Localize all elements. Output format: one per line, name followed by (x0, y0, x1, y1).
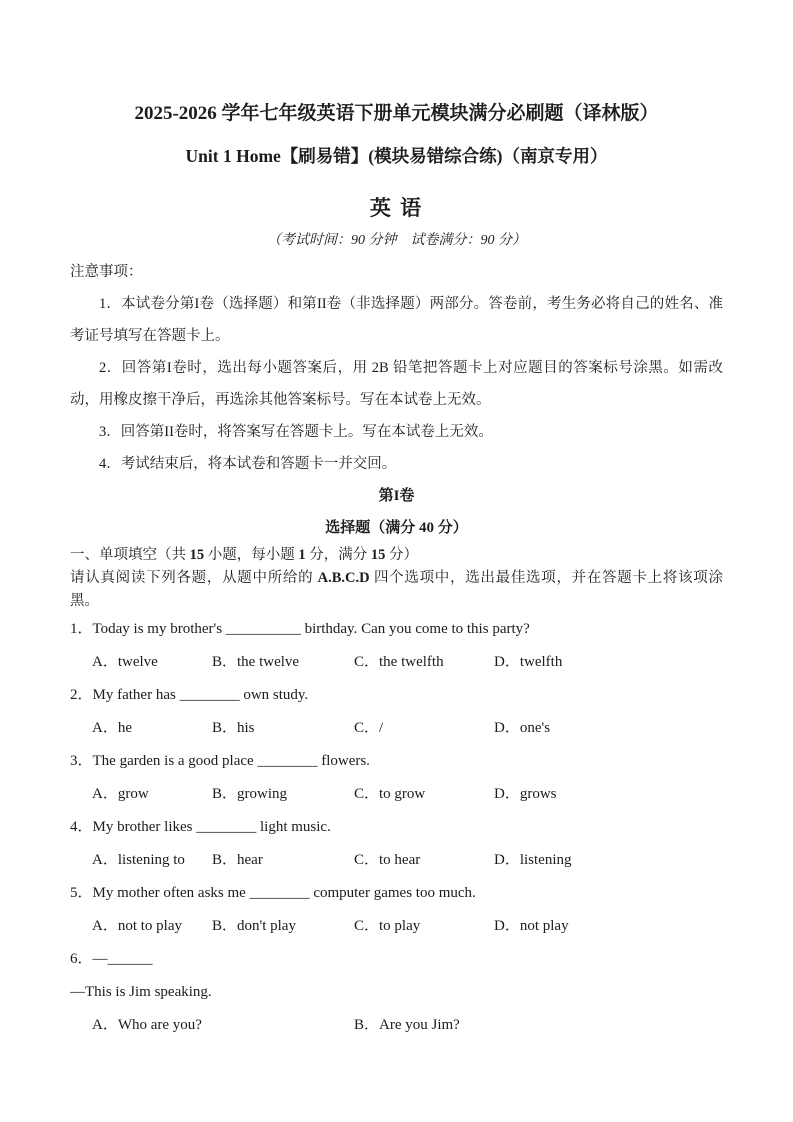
question-6 (70, 943, 723, 1042)
question-2-option-c: C．/ (354, 720, 384, 736)
question-6-text: 6．—______ (70, 951, 153, 967)
question-5-options (70, 910, 723, 943)
question-4-option-b: B．hear (212, 852, 263, 868)
question-3-text: 3．The garden is a good place ________ flowers. (70, 753, 370, 769)
question-1-option-b: B．the twelve (212, 654, 300, 670)
question-2-option-d: D．one's (494, 720, 551, 736)
question-3-options (70, 778, 723, 811)
notice-list (70, 288, 723, 480)
question-4 (70, 811, 723, 877)
notice-item-2: 2．回答第I卷时，选出每小题答案后，用 2B 铅笔把答题卡上对应题目的答案标号涂黑。如需改动，用橡皮擦干净后，再选涂其他答案标号。写在本试卷上无效。 (70, 360, 723, 408)
question-1-number: 1． (70, 621, 93, 637)
question-5-option-d: D．not play (494, 918, 569, 934)
question-3 (70, 745, 723, 811)
question-2-option-b: B．his (212, 720, 255, 736)
question-4-text: 4．My brother likes ________ light music. (70, 819, 331, 835)
question-4-option-c: C．to hear (354, 852, 421, 868)
question-1-text: 1．Today is my brother's __________ birthday. Can you come to this party? (70, 621, 530, 637)
document-subtitle: Unit 1 Home【刷易错】(模块易错综合练)（南京专用） (185, 146, 608, 166)
question-5-number: 5． (70, 885, 93, 901)
question-3-number: 3． (70, 753, 93, 769)
question-4-option-a: A．listening to (92, 852, 185, 868)
section-one-title: 一、单项填空（共 15 小题，每小题 1 分，满分 15 分） (70, 547, 418, 563)
question-5-option-a: A．not to play (92, 918, 183, 934)
question-6-option-b: B．Are you Jim? (354, 1017, 460, 1033)
notice-heading: 注意事项： (70, 264, 143, 280)
question-5-option-b: B．don't play (212, 918, 296, 934)
multiple-choice-questions (70, 613, 723, 1042)
question-1 (70, 613, 723, 679)
exam-info-line: （考试时间：90 分钟 试卷满分：90 分） (267, 233, 526, 248)
question-1-option-a: A．twelve (92, 654, 158, 670)
question-5-option-c: C．to play (354, 918, 421, 934)
question-5-text: 5．My mother often asks me ________ computer games too much. (70, 885, 476, 901)
notice-item-1: 1．本试卷分第I卷（选择题）和第II卷（非选择题）两部分。答卷前，考生务必将自己的姓名、准考证号填写在答题卡上。 (70, 296, 723, 344)
question-4-number: 4． (70, 819, 93, 835)
part1-heading: 第I卷 (378, 488, 415, 504)
question-6-option-a: A．Who are you? (92, 1017, 202, 1033)
question-2-options (70, 712, 723, 745)
choice-section-heading: 选择题（满分 40 分） (325, 520, 468, 536)
section-one-instructions: 请认真阅读下列各题，从题中所给的 A.B.C.D 四个选项中，选出最佳选项，并在答题卡上将该项涂黑。 (70, 570, 724, 609)
question-3-option-a: A．grow (92, 786, 149, 802)
notice-item-4: 4．考试结束后，将本试卷和答题卡一并交回。 (99, 456, 397, 472)
question-3-option-b: B．growing (212, 786, 288, 802)
question-2 (70, 679, 723, 745)
document-title: 2025-2026 学年七年级英语下册单元模块满分必刷题（译林版） (134, 103, 659, 124)
question-1-option-d: D．twelfth (494, 654, 563, 670)
subject-title: 英 语 (369, 196, 424, 220)
question-2-option-a: A．he (92, 720, 133, 736)
question-3-option-c: C．to grow (354, 786, 426, 802)
question-6-followup: —This is Jim speaking. (70, 984, 212, 1000)
question-3-option-d: D．grows (494, 786, 557, 802)
question-1-option-c: C．the twelfth (354, 654, 444, 670)
question-4-option-d: D．listening (494, 852, 572, 868)
question-2-number: 2． (70, 687, 93, 703)
question-1-options (70, 646, 723, 679)
question-4-options (70, 844, 723, 877)
notice-item-3: 3．回答第II卷时，将答案写在答题卡上。写在本试卷上无效。 (99, 424, 493, 440)
question-2-text: 2．My father has ________ own study. (70, 687, 309, 703)
question-6-number: 6． (70, 951, 93, 967)
question-5 (70, 877, 723, 943)
question-6-options (70, 1009, 723, 1042)
